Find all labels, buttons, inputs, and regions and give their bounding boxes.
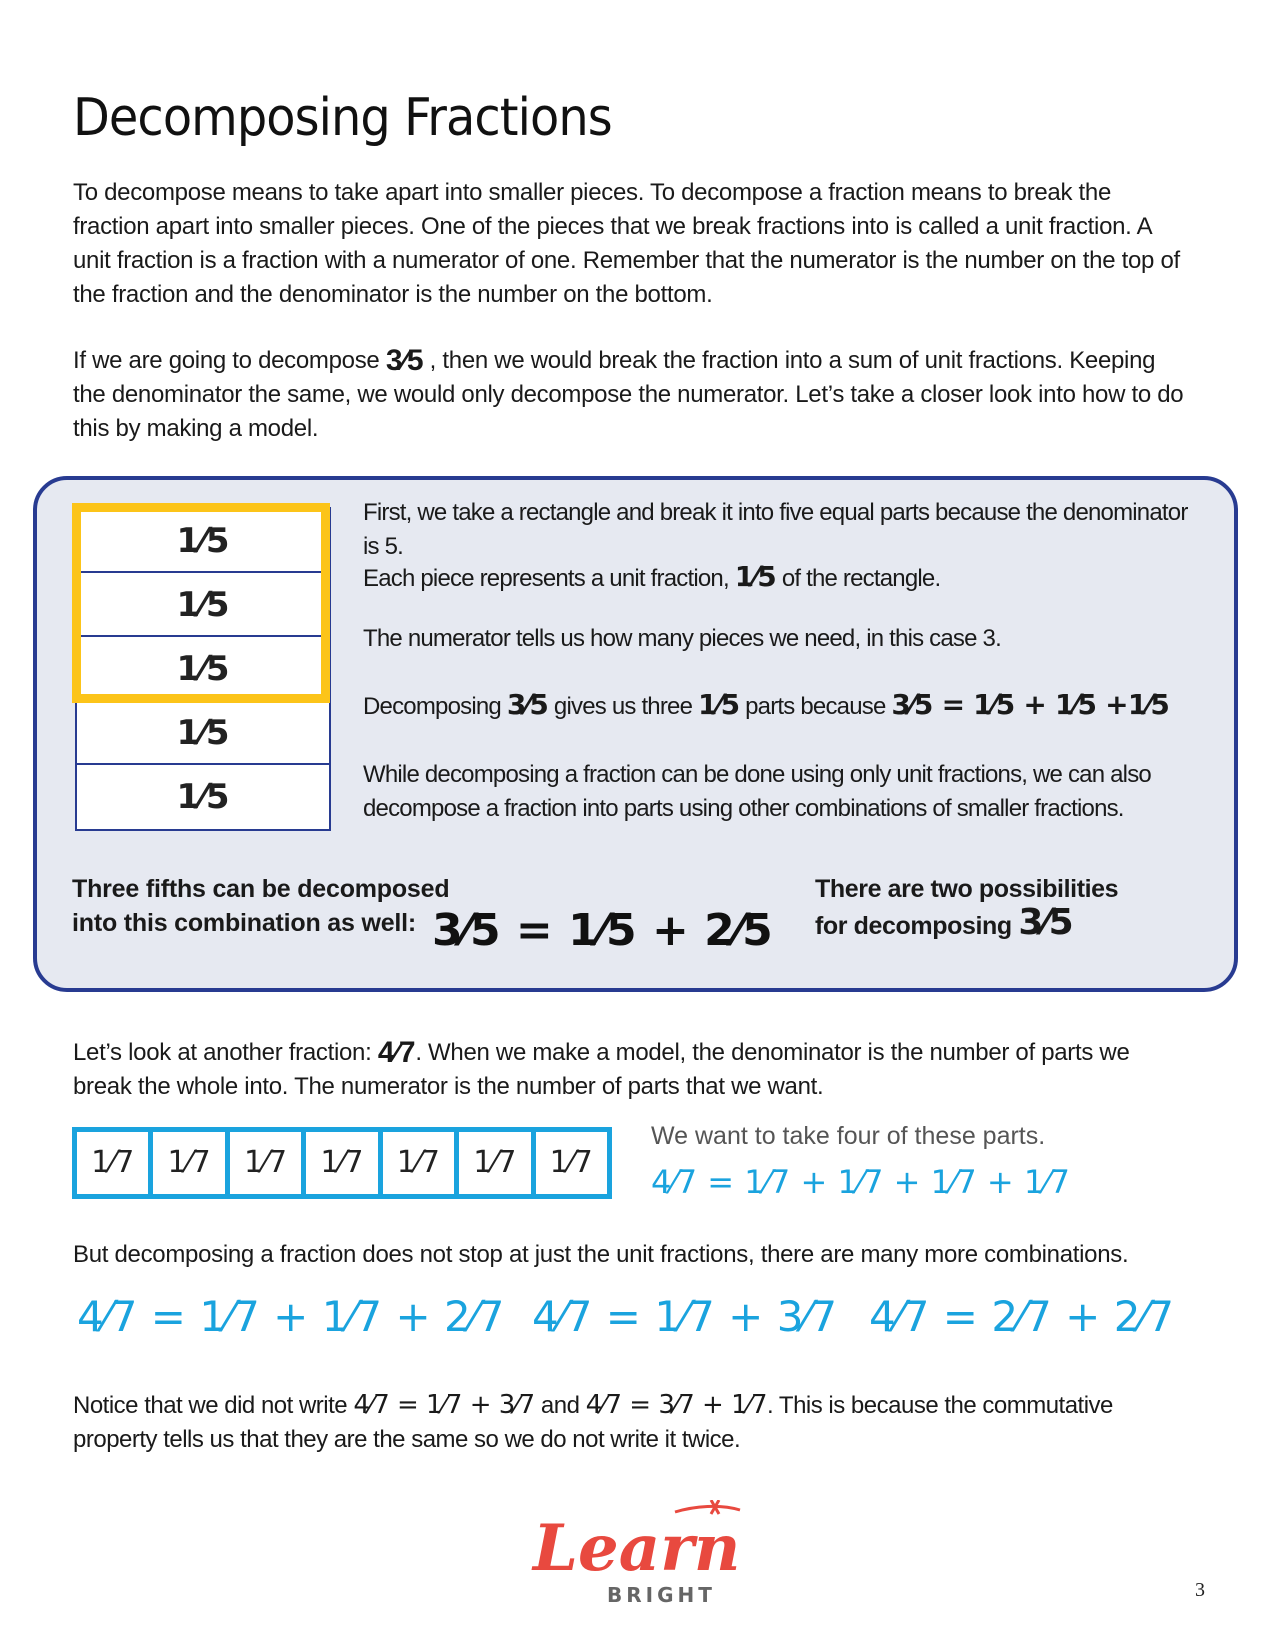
- model-step-3: The numerator tells us how many pieces we need, in this case 3.: [363, 625, 1001, 652]
- decompose-paragraph: [73, 344, 1193, 446]
- model-step-4: [363, 688, 1203, 724]
- decompose-text-after: , then we would break the fraction into a sum of unit fractions. Keeping the denominator the same, we would only decompose the numerator. Let’s take a closer look into how to do this by making a model.: [73, 347, 1184, 442]
- combination-equation-2: 4⁄7 = 1⁄7 + 3⁄7: [532, 1292, 838, 1341]
- combination-equation: 3⁄5 = 1⁄5 + 2⁄5: [432, 905, 773, 956]
- fifth-cell: 1⁄5: [77, 701, 329, 765]
- fraction-four-sevenths: 4⁄7: [377, 1036, 416, 1069]
- want-four-parts-text: We want to take four of these parts.: [651, 1122, 1046, 1150]
- logo-word: Learn: [533, 1511, 741, 1586]
- commutative-a: Notice that we did not write: [73, 1392, 354, 1419]
- model-step-4-b: gives us three: [548, 693, 699, 720]
- intro-paragraph: To decompose means to take apart into smaller pieces. To decompose a fraction means to break the fraction apart into smaller pieces. One of the pieces that we break fractions into is called a unit fraction. A unit fraction is a fraction with a numerator of one. Remember that the numerator is the number on the top of the fraction and the denominator is the number on the bottom.: [73, 179, 1180, 308]
- more-combinations-paragraph: But decomposing a fraction does not stop at just the unit fractions, there are many more combinations.: [73, 1241, 1129, 1268]
- seventh-cell: 1⁄7: [77, 1132, 148, 1194]
- combination-label: [72, 872, 449, 940]
- fraction-three-fifths: 3⁄5: [1018, 902, 1074, 943]
- equation-one: 4⁄7 = 1⁄7 + 3⁄7: [353, 1390, 535, 1420]
- sevenths-strip: [72, 1127, 612, 1199]
- fifth-cell: 1⁄5: [176, 777, 230, 817]
- fraction-one-fifth: 1⁄5: [698, 688, 740, 721]
- page-title: Decomposing Fractions: [73, 88, 612, 148]
- another-fraction-a: Let’s look at another fraction:: [73, 1039, 378, 1066]
- fifth-cell: 1⁄5: [77, 573, 329, 637]
- model-step-4-a: Decomposing: [363, 693, 507, 720]
- seventh-cell: 1⁄7: [383, 1132, 454, 1194]
- fraction-three-fifths: 3⁄5: [385, 344, 424, 377]
- fifth-cell: 1⁄5: [77, 509, 329, 573]
- fraction-one-fifth: 1⁄5: [734, 560, 776, 593]
- logo-sub: BRIGHT: [607, 1583, 716, 1607]
- learn-bright-logo: [525, 1500, 755, 1610]
- page-number: 3: [1195, 1579, 1205, 1601]
- commutative-b: and: [534, 1392, 586, 1419]
- combination-label-2: into this combination as well:: [72, 909, 417, 937]
- unit-fraction-equation: 3⁄5 = 1⁄5 + 1⁄5 +1⁄5: [891, 688, 1170, 721]
- combination-equation-1: 4⁄7 = 1⁄7 + 1⁄7 + 2⁄7: [77, 1292, 505, 1341]
- possibilities-label: [815, 872, 1118, 943]
- decompose-text-before: If we are going to decompose: [73, 347, 386, 374]
- model-step-1: First, we take a rectangle and break it into five equal parts because the denominator is 5.: [363, 499, 1188, 560]
- model-step-2: [363, 560, 1203, 596]
- possibilities-label-1: There are two possibilities: [815, 875, 1119, 903]
- model-step-5: While decomposing a fraction can be done using only unit fractions, we can also decompose a fraction into parts using other combinations of smaller fractions.: [363, 761, 1151, 822]
- fifths-rectangle: [75, 507, 331, 831]
- possibilities-label-2: for decomposing: [815, 912, 1019, 940]
- fraction-three-fifths: 3⁄5: [506, 688, 549, 721]
- another-fraction-paragraph: [73, 1036, 1193, 1104]
- unit-sevenths-equation: 4⁄7 = 1⁄7 + 1⁄7 + 1⁄7 + 1⁄7: [651, 1163, 1070, 1201]
- combination-label-1: Three fifths can be decomposed: [72, 875, 450, 903]
- fifth-cell: 1⁄5: [77, 637, 329, 701]
- another-fraction-b: . When we make a model, the denominator is the number of parts we break the whole into. The numerator is the number of parts that we want.: [73, 1039, 1130, 1100]
- equation-two: 4⁄7 = 3⁄7 + 1⁄7: [585, 1390, 768, 1420]
- seventh-cell: 1⁄7: [153, 1132, 224, 1194]
- commutative-paragraph: [73, 1388, 1193, 1457]
- seventh-cell: 1⁄7: [536, 1132, 607, 1194]
- model-step-2-a: Each piece represents a unit fraction,: [363, 565, 735, 592]
- combination-equation-3: 4⁄7 = 2⁄7 + 2⁄7: [869, 1292, 1175, 1341]
- model-step-2-b: of the rectangle.: [775, 565, 941, 592]
- seventh-cell: 1⁄7: [306, 1132, 377, 1194]
- seventh-cell: 1⁄7: [230, 1132, 301, 1194]
- seventh-cell: 1⁄7: [459, 1132, 530, 1194]
- commutative-c: . This is because the commutative property tells us that they are the same so we do not write it twice.: [73, 1392, 1113, 1453]
- model-step-4-c: parts because: [739, 693, 892, 720]
